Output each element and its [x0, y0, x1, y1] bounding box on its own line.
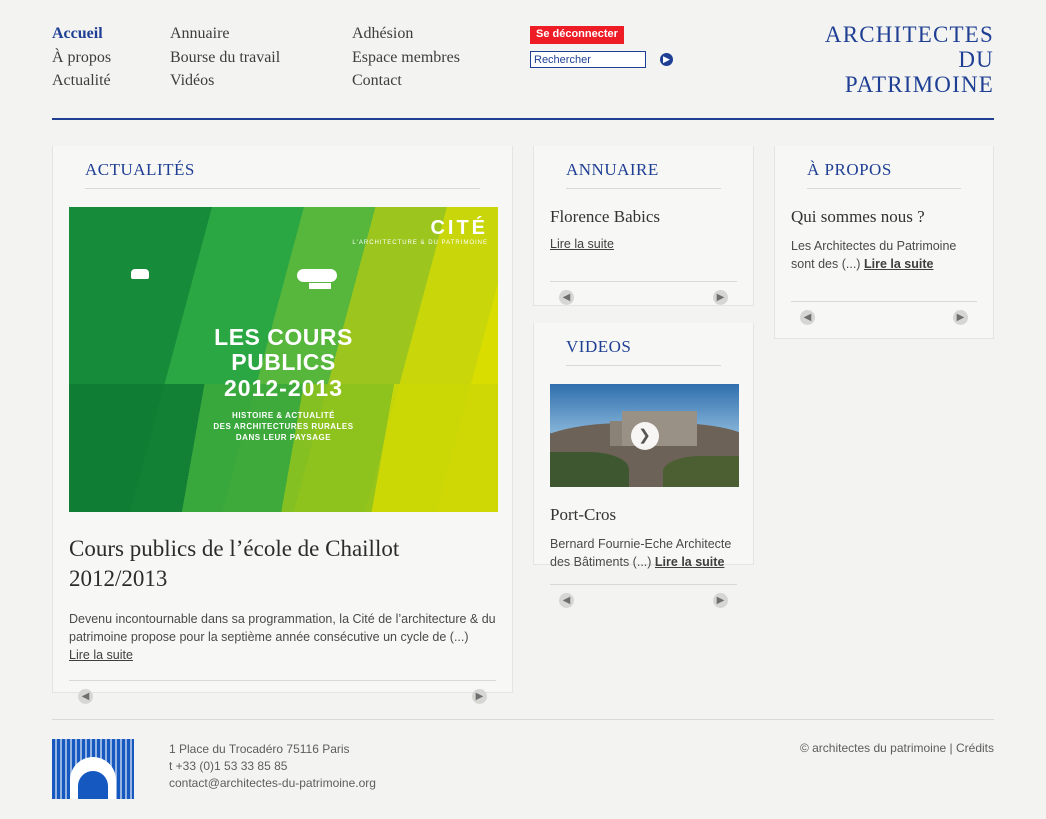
apropos-entry-title[interactable]: Qui sommes nous ? — [791, 207, 925, 226]
poster-line-2: PUBLICS — [231, 349, 336, 375]
nav-item-a-propos[interactable]: À propos — [52, 48, 112, 66]
site-header — [52, 0, 994, 120]
annuaire-entry-title[interactable]: Florence Babics — [550, 207, 660, 226]
poster-cloud-icon-3 — [309, 283, 331, 289]
poster-cloud-icon-2 — [297, 269, 337, 282]
apropos-pager — [791, 301, 977, 335]
apropos-entry-excerpt — [791, 237, 977, 273]
footer-copyright[interactable]: © architectes du patrimoine | Crédits — [799, 741, 994, 755]
actualites-pager — [69, 680, 496, 714]
poster-line-1: LES COURS — [214, 324, 353, 350]
article-excerpt — [69, 610, 496, 664]
nav-item-actualite[interactable]: Actualité — [52, 72, 111, 89]
card-title-apropos: À PROPOS — [807, 146, 961, 189]
nav-item-adhesion[interactable]: Adhésion — [352, 25, 414, 42]
video-read-more-link[interactable]: Lire la suite — [654, 555, 725, 569]
poster-sub-1: HISTOIRE & ACTUALITÉ — [232, 411, 335, 420]
chevron-right-icon[interactable]: ▶ — [472, 689, 487, 704]
poster-line-3: 2012-2013 — [224, 375, 343, 401]
chevron-right-icon[interactable]: ▶ — [953, 310, 968, 325]
footer-address — [169, 741, 376, 792]
poster-cloud-icon-1 — [131, 269, 149, 279]
brand-line-1: ARCHITECTES — [824, 22, 994, 47]
card-apropos — [774, 146, 994, 339]
video-vegetation-left — [550, 452, 629, 487]
video-entry-title[interactable]: Port-Cros — [550, 505, 617, 524]
chevron-left-icon[interactable]: ◀ — [78, 689, 93, 704]
poster-cite-logo — [352, 217, 488, 246]
poster-sub-3: DANS LEUR PAYSAGE — [235, 433, 332, 442]
card-title-annuaire: ANNUAIRE — [566, 146, 721, 189]
header-utilities — [530, 24, 710, 68]
card-videos-inner — [534, 323, 753, 571]
card-videos — [533, 323, 754, 606]
nav-column-3 — [352, 22, 534, 93]
nav-item-accueil[interactable]: Accueil — [52, 25, 103, 42]
nav-item-contact[interactable]: Contact — [352, 72, 402, 89]
card-apropos-inner — [775, 146, 993, 273]
chevron-left-icon[interactable]: ◀ — [559, 290, 574, 305]
nav-column-2 — [170, 22, 352, 93]
video-entry-excerpt-text: Bernard Fournie-Eche Architecte des Bâtiments (...) — [550, 537, 732, 569]
card-actualites-inner — [53, 146, 512, 664]
video-vegetation-right — [663, 456, 739, 487]
apropos-read-more-link[interactable]: Lire la suite — [863, 257, 934, 271]
search-form — [530, 51, 710, 68]
architectes-du-patrimoine-logo-icon — [52, 739, 134, 799]
footer-email[interactable]: contact@architectes-du-patrimoine.org — [169, 776, 376, 790]
chevron-left-icon[interactable]: ◀ — [559, 593, 574, 608]
card-annuaire-inner — [534, 146, 753, 251]
card-title-videos: VIDEOS — [566, 323, 721, 366]
play-icon[interactable]: ❯ — [631, 422, 659, 450]
logout-button[interactable]: Se déconnecter — [530, 26, 624, 44]
card-title-actualites: ACTUALITÉS — [85, 146, 480, 189]
logo-arch-inner — [78, 771, 108, 799]
nav-item-annuaire[interactable]: Annuaire — [170, 25, 230, 42]
main-navigation — [52, 22, 534, 93]
poster-text-block — [134, 325, 434, 443]
nav-column-1 — [52, 22, 170, 93]
videos-pager — [550, 584, 737, 618]
nav-item-espace-membres[interactable]: Espace membres — [352, 48, 460, 66]
poster-sub-2: DES ARCHITECTURES RURALES — [213, 422, 354, 431]
chevron-right-icon[interactable]: ▶ — [713, 290, 728, 305]
article-poster-image[interactable] — [69, 207, 498, 512]
video-entry-excerpt — [550, 535, 737, 571]
nav-item-videos[interactable]: Vidéos — [170, 72, 215, 89]
article-title[interactable]: Cours publics de l’école de Chaillot 2012/2013 — [69, 536, 400, 591]
search-submit-icon[interactable]: ▶ — [660, 53, 673, 66]
site-footer — [52, 719, 994, 819]
apropos-entry-excerpt-text: Les Architectes du Patrimoine sont des (...) — [791, 239, 957, 271]
annuaire-read-more-row — [550, 237, 737, 251]
brand-line-2: DU — [958, 47, 994, 72]
article-excerpt-text: Devenu incontournable dans sa programmation, la Cité de l’architecture & du patrimoine propose pour la septième année consécutive un cycle de (...) — [69, 612, 496, 644]
brand-line-3: PATRIMOINE — [844, 72, 994, 97]
card-actualites — [52, 146, 513, 702]
card-annuaire — [533, 146, 754, 306]
poster-cite-sublabel: L'ARCHITECTURE & DU PATRIMOINE — [352, 240, 488, 246]
footer-address-line-1: 1 Place du Trocadéro 75116 Paris — [169, 742, 350, 756]
article-read-more-link[interactable]: Lire la suite — [69, 648, 133, 662]
footer-address-line-2: t +33 (0)1 53 33 85 85 — [169, 759, 288, 773]
chevron-right-icon[interactable]: ▶ — [713, 593, 728, 608]
video-thumbnail[interactable] — [550, 384, 739, 487]
nav-item-bourse-du-travail[interactable]: Bourse du travail — [170, 48, 281, 66]
annuaire-pager — [550, 281, 737, 315]
site-logo-wordmark — [825, 22, 994, 97]
poster-cite-label: CITÉ — [430, 217, 488, 239]
search-input[interactable] — [530, 51, 646, 68]
annuaire-read-more-link[interactable]: Lire la suite — [550, 237, 614, 251]
chevron-left-icon[interactable]: ◀ — [800, 310, 815, 325]
